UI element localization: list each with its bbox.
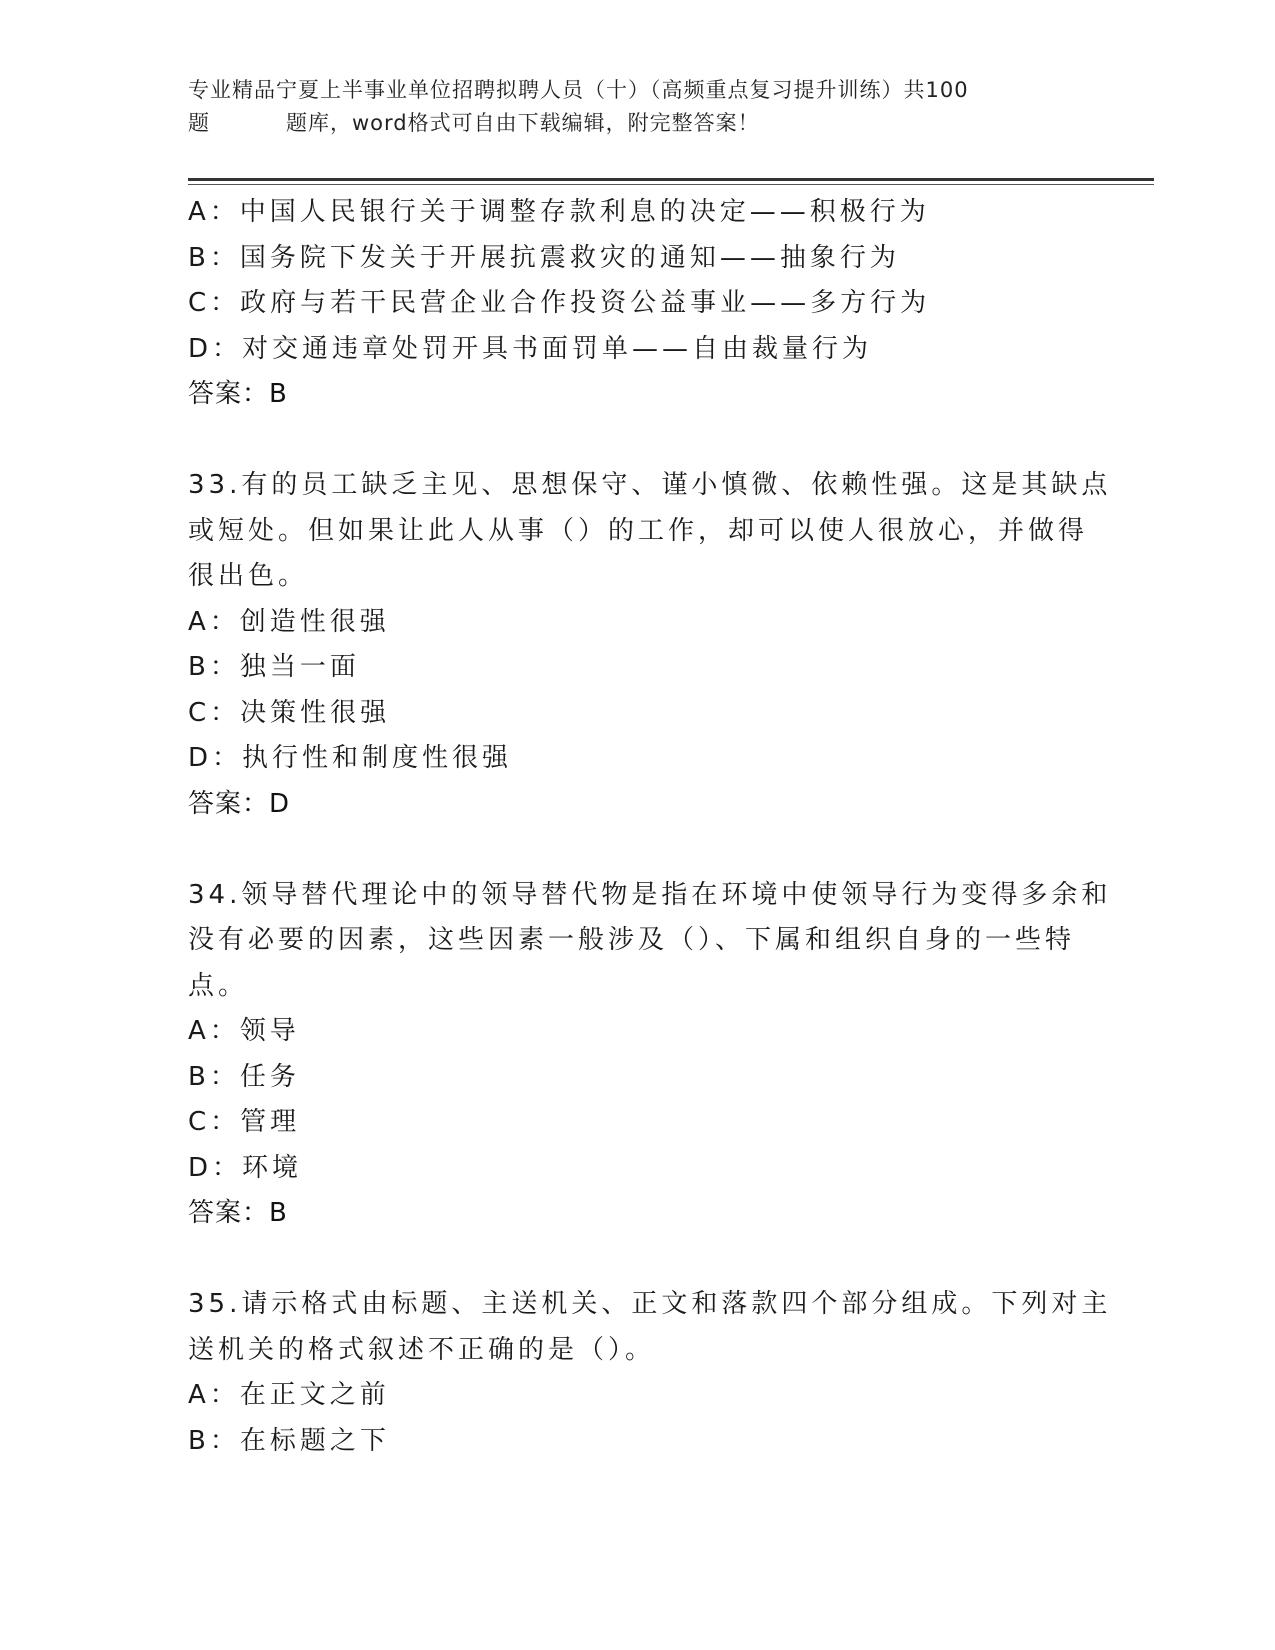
question-text-line: 34.领导替代理论中的领导替代物是指在环境中使领导行为变得多余和 [188, 879, 1112, 910]
option-a: A：领导 [188, 1016, 300, 1046]
question-text-line: 没有必要的因素，这些因素一般涉及（）、下属和组织自身的一些特 [188, 925, 1076, 955]
question-34 [188, 873, 1112, 1237]
header-title-line1: 专业精品宁夏上半事业单位招聘拟聘人员（十）（高频重点复习提升训练）共100 [188, 78, 969, 102]
option-b: B：独当一面 [188, 652, 360, 682]
question-text-line: 点。 [188, 970, 249, 1001]
option-b: B：任务 [188, 1061, 300, 1092]
option-c: C：决策性很强 [188, 697, 391, 728]
spacer [188, 1237, 1088, 1283]
answer: 答案：B [188, 1198, 288, 1228]
option-b: B：在标题之下 [188, 1425, 390, 1456]
question-32 [188, 190, 1088, 418]
question-35 [188, 1282, 1112, 1464]
question-33 [188, 463, 1112, 827]
option-b: B：国务院下发关于开展抗震救灾的通知——抽象行为 [188, 242, 900, 273]
spacer [188, 418, 1088, 464]
header-divider-thin [188, 184, 1154, 185]
page-header [188, 74, 1088, 140]
answer: 答案：B [188, 379, 288, 409]
question-text-line: 很出色。 [188, 561, 309, 591]
option-d: D：对交通违章处罚开具书面罚单——自由裁量行为 [188, 333, 873, 364]
header-title-line2-right: 题库，word格式可自由下载编辑，附完整答案！ [286, 111, 760, 135]
option-a: A：中国人民银行关于调整存款利息的决定——积极行为 [188, 197, 930, 227]
header-gap [210, 107, 286, 140]
question-text-line: 33.有的员工缺乏主见、思想保守、谨小慎微、依赖性强。这是其缺点 [188, 470, 1112, 500]
option-c: C：政府与若干民营企业合作投资公益事业——多方行为 [188, 288, 931, 318]
header-title-line2-left: 题 [188, 111, 210, 135]
question-text-line: 送机关的格式叙述不正确的是（）。 [188, 1334, 656, 1365]
option-a: A：创造性很强 [188, 606, 390, 637]
spacer [188, 827, 1088, 873]
answer: 答案：D [188, 788, 291, 819]
header-title-line2 [188, 107, 1088, 140]
option-d: D：执行性和制度性很强 [188, 743, 513, 773]
header-divider-thick [188, 178, 1154, 181]
document-body [188, 190, 1112, 1464]
option-d: D：环境 [188, 1152, 303, 1183]
question-text-line: 35.请示格式由标题、主送机关、正文和落款四个部分组成。下列对主 [188, 1289, 1112, 1319]
question-text-line: 或短处。但如果让此人从事（）的工作，却可以使人很放心，并做得 [188, 515, 1089, 546]
option-a: A：在正文之前 [188, 1380, 390, 1410]
option-c: C：管理 [188, 1107, 301, 1137]
